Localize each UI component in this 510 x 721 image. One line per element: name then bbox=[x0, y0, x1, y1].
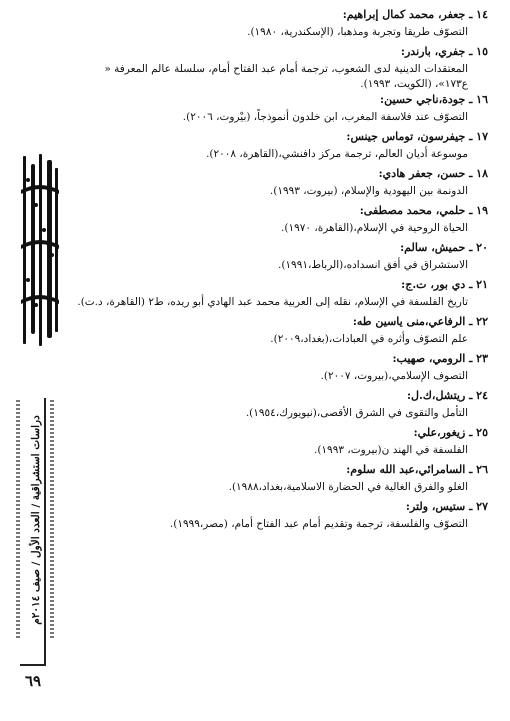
reference-author: ١٧ ـ جيفرسون، توماس جينس: bbox=[346, 130, 488, 143]
reference-author: ٢٤ ـ ريتشل،ك.ل: bbox=[406, 389, 488, 402]
reference-entry bbox=[72, 277, 510, 314]
reference-entry bbox=[72, 388, 510, 425]
reference-author: ٢٧ ـ ستيس، ولتر: bbox=[405, 500, 488, 513]
reference-title: علم التصوّف وأثره في العبادات،(بغداد،٢٠٠٩). bbox=[270, 333, 468, 345]
reference-entry bbox=[72, 92, 510, 129]
reference-entry bbox=[72, 7, 510, 44]
reference-author: ١٥ ـ جفري، بارندر: bbox=[400, 45, 488, 58]
references-list bbox=[72, 7, 510, 536]
reference-title: التصوّف والفلسفة، ترجمة وتقديم أمام عبد الفتاح أمام، (مصر،١٩٩٩). bbox=[169, 518, 468, 530]
page-number: ٦٩ bbox=[24, 672, 42, 690]
reference-entry bbox=[72, 462, 510, 499]
decorative-dots bbox=[16, 400, 20, 640]
divider bbox=[44, 398, 46, 666]
divider bbox=[20, 664, 46, 666]
reference-author: ٢٥ ـ زيغور،علي: bbox=[413, 426, 488, 439]
reference-entry bbox=[72, 351, 510, 388]
reference-entry bbox=[72, 240, 510, 277]
decorative-dots bbox=[50, 400, 54, 640]
reference-title: المعتقدات الدينية لدى الشعوب، ترجمة أمام عبد الفتاح أمام، سلسلة عالم المعرفة « ع١٧٣»، (الكويت، ١٩٩٣). bbox=[104, 63, 468, 90]
reference-title: الاستشراق في أفق انسداده،(الرباط،١٩٩١). bbox=[277, 259, 468, 271]
reference-entry bbox=[72, 499, 510, 536]
reference-author: ١٤ ـ جعفر، محمد كمال إبراهيم: bbox=[342, 8, 488, 21]
running-header bbox=[14, 400, 58, 640]
reference-entry bbox=[72, 129, 510, 166]
reference-author: ٢١ ـ دي بور، ت.ج: bbox=[401, 278, 488, 291]
reference-author: ١٩ ـ حلمي، محمد مصطفى: bbox=[359, 204, 488, 217]
running-title: دراسات استشراقية / العدد الأول / صيف ٢٠١٤م bbox=[30, 415, 42, 625]
reference-author: ٢٦ ـ السامرائي،عبد الله سلوم: bbox=[346, 463, 488, 476]
reference-title: التصوّف عند فلاسفة المغرب، ابن خلدون أنموذجاً، (بيْروت، ٢٠٠٦). bbox=[182, 111, 468, 123]
reference-entry bbox=[72, 314, 510, 351]
reference-entry bbox=[72, 203, 510, 240]
reference-author: ٢٣ ـ الرومي، صهيب: bbox=[392, 352, 488, 365]
reference-entry bbox=[72, 44, 510, 92]
reference-title: الحياة الروحية في الإسلام،(القاهرة، ١٩٧٠). bbox=[281, 222, 468, 234]
reference-title: موسوعة أديان العالم، ترجمة مركز دافنشي،(القاهرة، ٢٠٠٨). bbox=[206, 148, 468, 160]
reference-title: التأمل والتقوى في الشرق الأقصى،(نيويورك،١٩٥٤). bbox=[245, 407, 468, 419]
journal-calligraphy-logo bbox=[19, 150, 61, 350]
reference-entry bbox=[72, 166, 510, 203]
reference-title: الغلو والفرق الغالية في الحضارة الاسلامية،بغداد،١٩٨٨). bbox=[228, 481, 468, 493]
reference-author: ١٨ ـ حسن، جعفر هادي: bbox=[378, 167, 488, 180]
reference-title: الفلسفة في الهند ن(بيروت، ١٩٩٣). bbox=[313, 444, 468, 456]
reference-author: ٢٢ ـ الرفاعي،منى ياسين طه: bbox=[352, 315, 488, 328]
reference-title: التصوّف طريقا وتجربة ومذهبا، (الإسكندرية، ١٩٨٠). bbox=[247, 26, 468, 38]
reference-title: تاريخ الفلسفة في الإسلام، نقله إلى العربية محمد عبد الهادي أبو ريده، ط٢ (القاهرة، د.ت). bbox=[77, 296, 468, 308]
reference-entry bbox=[72, 425, 510, 462]
reference-title: الدونمة بين اليهودية والإسلام، (بيروت، ١٩٩٣). bbox=[269, 185, 468, 197]
reference-author: ١٦ ـ جودة،ناجي حسين: bbox=[380, 93, 488, 106]
reference-author: ٢٠ ـ حميش، سالم: bbox=[400, 241, 488, 254]
reference-title: التصوف الإسلامي،(بيروت، ٢٠٠٧). bbox=[320, 370, 468, 382]
